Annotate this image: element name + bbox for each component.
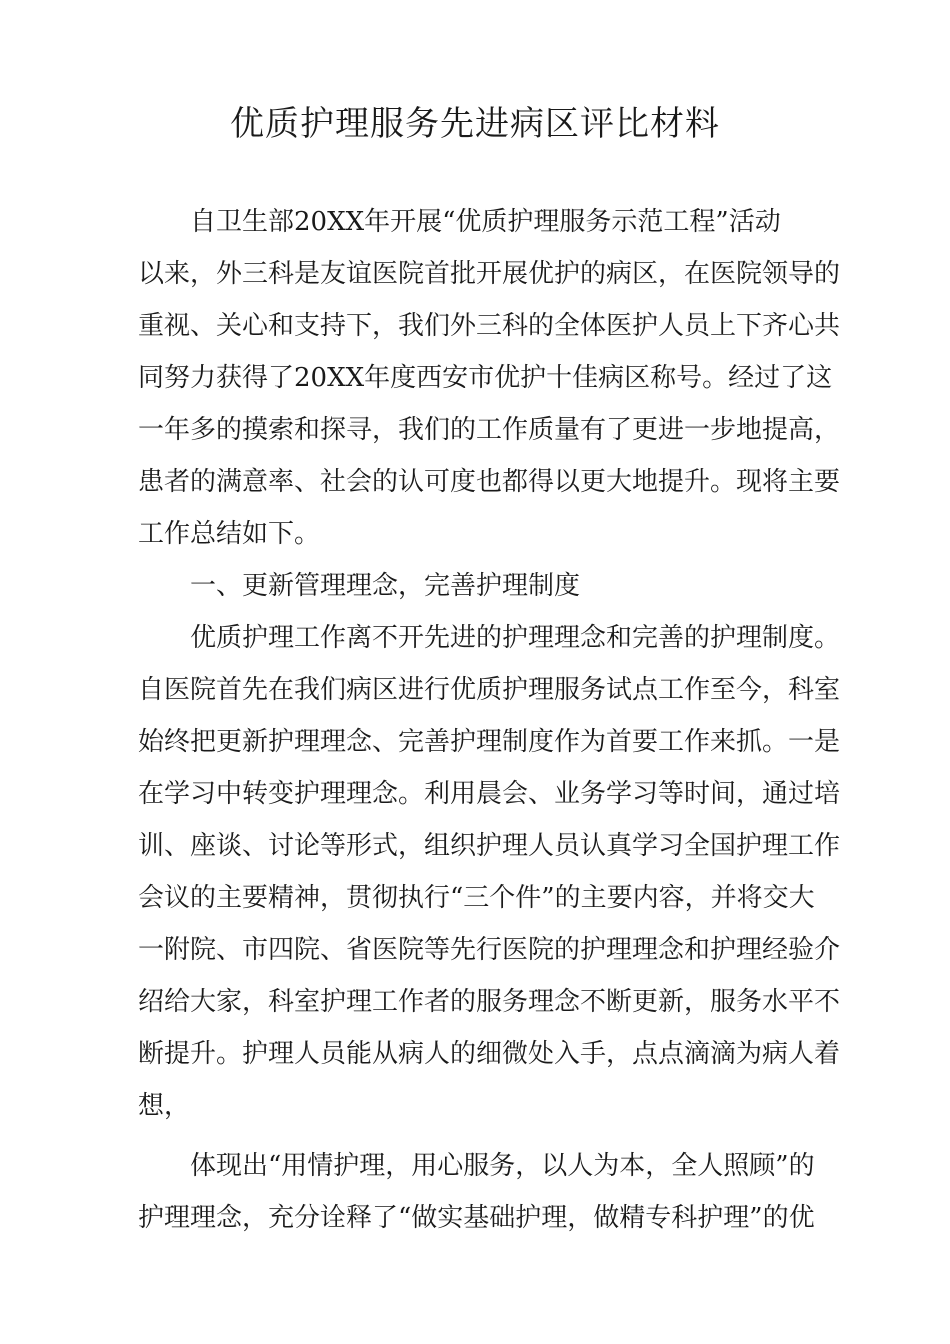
- body-line-9: 优质护理工作离不开先进的护理理念和完善的护理制度。: [190, 623, 841, 653]
- body-line-7: 工作总结如下。: [138, 519, 321, 549]
- body-line-3: 重视、关心和支持下，我们外三科的全体医护人员上下齐心共: [138, 311, 841, 341]
- body-line-14: 会议的主要精神，贯彻执行“三个件”的主要内容，并将交大: [138, 883, 815, 913]
- body-line-17: 断提升。护理人员能从病人的细微处入手，点点滴滴为病人着: [138, 1039, 841, 1069]
- body-line-12: 在学习中转变护理理念。利用晨会、业务学习等时间，通过培: [138, 779, 841, 809]
- body-line-2: 以来，外三科是友谊医院首批开展优护的病区，在医院领导的: [138, 259, 841, 289]
- body-line-11: 始终把更新护理理念、完善护理制度作为首要工作来抓。一是: [138, 727, 841, 757]
- document-title: 优质护理服务先进病区评比材料: [230, 104, 720, 144]
- body-line-16: 绍给大家，科室护理工作者的服务理念不断更新，服务水平不: [138, 987, 841, 1017]
- body-line-13: 训、座谈、讨论等形式，组织护理人员认真学习全国护理工作: [138, 831, 841, 861]
- body-line-6: 患者的满意率、社会的认可度也都得以更大地提升。现将主要: [138, 467, 841, 497]
- body-line-19: 体现出“用情护理，用心服务，以人为本，全人照顾”的: [190, 1151, 815, 1181]
- body-line-5: 一年多的摸索和探寻，我们的工作质量有了更进一步地提高，: [138, 415, 841, 445]
- body-line-15: 一附院、市四院、省医院等先行医院的护理理念和护理经验介: [138, 935, 841, 965]
- body-line-18: 想，: [138, 1091, 191, 1121]
- body-line-4: 同努力获得了20XX年度西安市优护十佳病区称号。经过了这: [138, 363, 833, 393]
- section-heading-1: 一、更新管理理念，完善护理制度: [190, 571, 581, 601]
- body-line-1: 自卫生部20XX年开展“优质护理服务示范工程”活动: [190, 207, 781, 237]
- body-line-10: 自医院首先在我们病区进行优质护理服务试点工作至今，科室: [138, 675, 841, 705]
- body-line-20: 护理理念，充分诠释了“做实基础护理，做精专科护理”的优: [138, 1203, 815, 1233]
